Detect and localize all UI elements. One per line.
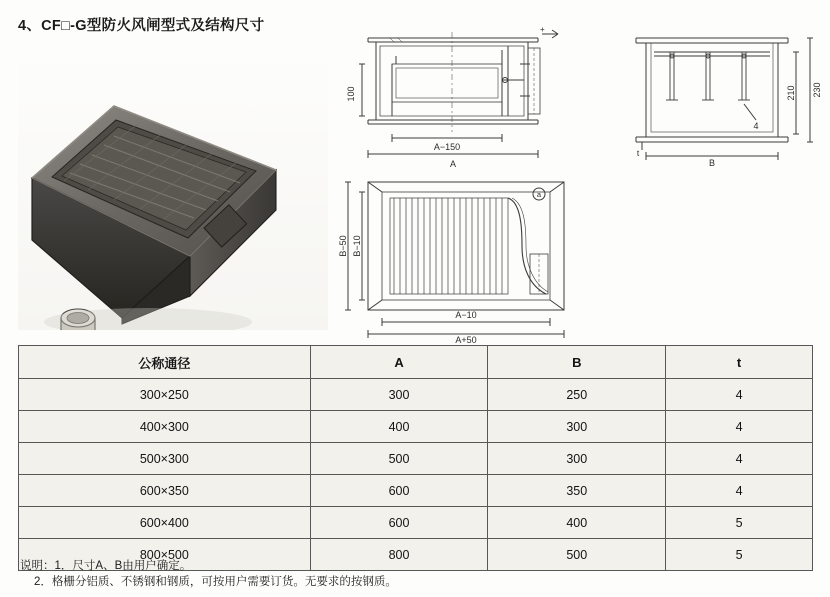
cell-t: 4 <box>666 443 813 475</box>
label-4: 4 <box>753 121 759 131</box>
label-b-minus-50: B−50 <box>338 235 348 257</box>
cell-nominal-size: 800×500 <box>19 539 311 571</box>
column-header-nominal-size: 公称通径 <box>19 346 311 379</box>
table-row <box>19 411 813 443</box>
label-a-plus-50: A+50 <box>455 335 477 343</box>
column-header-b: B <box>488 346 666 379</box>
notes-block <box>20 558 810 590</box>
label-marker-a: a <box>536 190 542 199</box>
cell-t: 5 <box>666 507 813 539</box>
label-a: A <box>449 159 457 169</box>
cell-t: 5 <box>666 539 813 571</box>
cell-b: 300 <box>488 443 666 475</box>
cell-nominal-size: 500×300 <box>19 443 311 475</box>
note-line-2: 2．格栅分铝质、不锈钢和钢质，可按用户需要订货。无要求的按钢质。 <box>34 576 397 588</box>
cell-t: 4 <box>666 475 813 507</box>
drawing-side-elevation <box>334 20 584 170</box>
spec-table <box>18 345 813 571</box>
table-row <box>19 443 813 475</box>
label-b: B <box>708 158 716 167</box>
column-header-t: t <box>666 346 813 379</box>
cell-nominal-size: 600×400 <box>19 507 311 539</box>
drawing-plan <box>334 168 594 343</box>
label-height-100: 100 <box>346 86 356 102</box>
label-t: t <box>636 148 640 158</box>
cell-t: 4 <box>666 411 813 443</box>
cell-nominal-size: 300×250 <box>19 379 311 411</box>
table-header-row <box>19 346 813 379</box>
label-a-minus-150: A−150 <box>433 142 461 152</box>
cell-nominal-size: 600×350 <box>19 475 311 507</box>
drawing-section <box>620 22 825 167</box>
cell-b: 300 <box>488 411 666 443</box>
cell-a: 500 <box>310 443 488 475</box>
product-photo-image <box>18 50 328 330</box>
cell-a: 800 <box>310 539 488 571</box>
table-row <box>19 475 813 507</box>
table-row <box>19 507 813 539</box>
cell-a: 600 <box>310 475 488 507</box>
label-b-minus-10: B−10 <box>352 235 362 257</box>
label-210: 210 <box>786 85 796 101</box>
label-a-minus-10: A−10 <box>455 310 477 320</box>
label-230: 230 <box>812 82 822 98</box>
label-plus: + <box>540 25 545 34</box>
cell-a: 400 <box>310 411 488 443</box>
cell-nominal-size: 400×300 <box>19 411 311 443</box>
spec-table-container <box>18 345 813 571</box>
cell-b: 350 <box>488 475 666 507</box>
table-row <box>19 379 813 411</box>
column-header-a: A <box>310 346 488 379</box>
product-photo <box>18 50 328 330</box>
cell-a: 300 <box>310 379 488 411</box>
cell-b: 400 <box>488 507 666 539</box>
cell-b: 250 <box>488 379 666 411</box>
note-line-1: 说明：1．尺寸A、B由用户确定。 <box>20 560 192 572</box>
cell-t: 4 <box>666 379 813 411</box>
cell-a: 600 <box>310 507 488 539</box>
page-title: 4、CF□-G型防火风闸型式及结构尺寸 <box>18 18 265 34</box>
cell-b: 500 <box>488 539 666 571</box>
